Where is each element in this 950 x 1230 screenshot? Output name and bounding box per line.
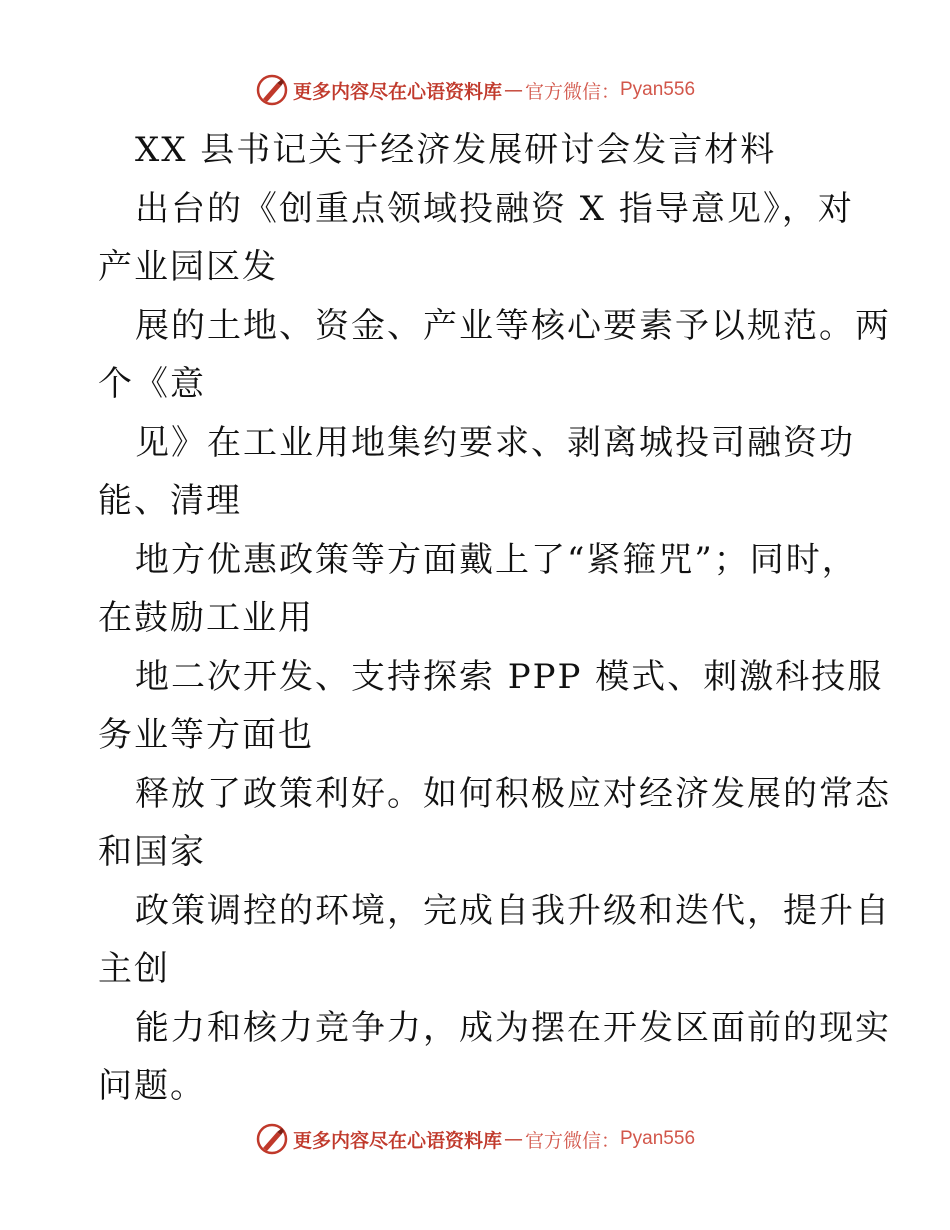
watermark-main-text: 更多内容尽在心语资料库 [292, 80, 502, 103]
document-body [98, 121, 891, 1116]
paragraph-line: 能力和核力竞争力，成为摆在开发区面前的现实 [135, 1007, 891, 1048]
watermark-logo-icon [255, 73, 289, 107]
watermark-wechat-label: 官方微信： [524, 1129, 620, 1152]
paragraph-line: 在鼓励工业用 [98, 598, 314, 638]
paragraph-line: 个《意 [98, 364, 206, 404]
watermark-wechat-id: Pyan556 [620, 1128, 696, 1149]
paragraph-line: 出台的《创重点领域投融资 X 指导意见》，对 [135, 188, 854, 229]
watermark-logo-icon [255, 1122, 289, 1156]
paragraph-line: 能、清理 [98, 481, 242, 521]
document-title: XX 县书记关于经济发展研讨会发言材料 [135, 130, 777, 170]
paragraph-line: 产业园区发 [98, 247, 278, 287]
paragraph-line: 释放了政策利好。如何积极应对经济发展的常态 [135, 773, 891, 814]
paragraph-line: 问题。 [98, 1066, 206, 1106]
paragraph-line: 政策调控的环境，完成自我升级和迭代，提升自 [135, 890, 891, 931]
paragraph-line: 地二次开发、支持探索 PPP 模式、刺激科技服 [135, 656, 884, 697]
paragraph-line: 展的土地、资金、产业等核心要素予以规范。两 [135, 305, 891, 346]
watermark-dash: — [503, 1128, 523, 1150]
watermark-wechat-label: 官方微信： [524, 80, 620, 103]
paragraph-line: 务业等方面也 [98, 715, 314, 755]
watermark-dash: — [503, 79, 523, 101]
footer-watermark [0, 1121, 950, 1157]
paragraph-line: 地方优惠政策等方面戴上了“紧箍咒”；同时， [135, 539, 858, 580]
header-watermark [0, 72, 950, 108]
paragraph-line: 见》在工业用地集约要求、剥离城投司融资功 [135, 422, 855, 463]
paragraph-line: 和国家 [98, 832, 206, 872]
paragraph-line: 主创 [98, 949, 170, 989]
watermark-wechat-id: Pyan556 [620, 79, 696, 100]
watermark-main-text: 更多内容尽在心语资料库 [292, 1129, 502, 1152]
